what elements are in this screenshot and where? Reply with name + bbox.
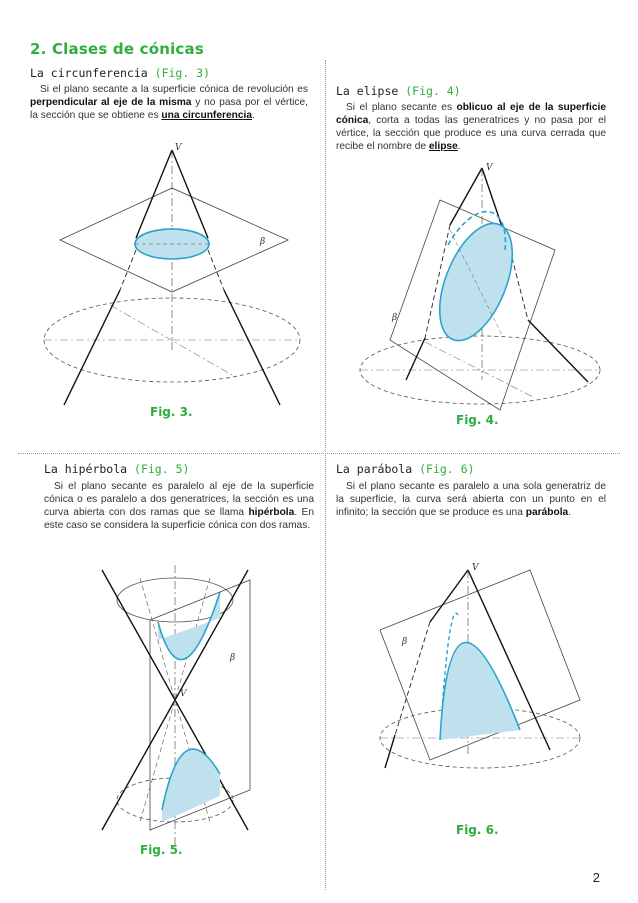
- parabola-heading: [336, 462, 475, 476]
- circ-heading-figref: (Fig. 3): [154, 66, 211, 80]
- hiperbola-bold-1: hipérbola: [248, 507, 295, 518]
- fig5-vertex-label: V: [180, 689, 187, 699]
- circ-heading: [30, 66, 210, 80]
- fig6-vertex-label: V: [472, 563, 479, 573]
- hiperbola-heading-name: La hipérbola: [44, 462, 128, 476]
- elipse-heading-name: La elipse: [336, 84, 399, 98]
- parabola-heading-name: La parábola: [336, 462, 413, 476]
- hiperbola-heading-figref: (Fig. 5): [134, 462, 190, 476]
- page-number: 2: [592, 870, 600, 885]
- fig4-plane-label: β: [392, 313, 398, 323]
- fig3-diagram: [0, 140, 320, 420]
- elipse-heading-figref: (Fig. 4): [405, 84, 461, 98]
- elipse-bold-2: elipse: [428, 141, 458, 152]
- hiperbola-text-1: Si el plano secante es paralelo al eje de la superficie cónica o es paralelo a dos generatrices, la sección es una curva abierta con dos ramas que se llama: [44, 481, 314, 518]
- fig5-label: Fig. 5.: [140, 843, 183, 857]
- circ-text-3: .: [252, 110, 255, 121]
- hiperbola-heading: [44, 462, 189, 476]
- fig6-diagram: [350, 560, 630, 820]
- elipse-text-3: .: [457, 141, 461, 152]
- fig3-label: Fig. 3.: [150, 405, 193, 419]
- page-title: 2. Clases de cónicas: [30, 40, 204, 58]
- horizontal-divider: [18, 453, 620, 454]
- elipse-heading: [336, 84, 461, 98]
- circ-heading-name: La circunferencia: [30, 66, 148, 80]
- elipse-text-1: Si el plano secante es: [346, 102, 457, 113]
- circ-bold-1: perpendicular al eje de la misma: [30, 97, 192, 108]
- parabola-bold-1: parábola: [525, 507, 569, 518]
- fig4-diagram: [330, 160, 630, 420]
- parabola-heading-figref: (Fig. 6): [419, 462, 475, 476]
- circ-bold-2: una circunferencia: [161, 110, 252, 121]
- elipse-paragraph: [336, 101, 606, 153]
- elipse-bold-1: oblicuo al eje de la superficie cónica: [336, 102, 606, 126]
- parabola-paragraph: [336, 480, 606, 519]
- fig6-label: Fig. 6.: [456, 823, 499, 837]
- fig4-vertex-label: V: [486, 163, 493, 173]
- parabola-text-2: .: [568, 507, 572, 518]
- elipse-text-2: , corta a todas las generatrices y no pasa por el vértice, la sección que produce es una curva cerrada que recibe el nombre de: [336, 115, 606, 152]
- fig5-diagram: [70, 560, 330, 850]
- fig3-vertex-label: V: [175, 143, 182, 153]
- hiperbola-text-2: . En este caso se considera la superficie cónica con dos ramas.: [44, 507, 314, 531]
- parabola-text-1: Si el plano secante es paralelo a una sola generatriz de la superficie, la curva será abierta con un punto en el infinito; la sección que se produce es una: [336, 481, 606, 518]
- fig5-plane-label: β: [230, 653, 236, 663]
- fig6-plane-label: β: [402, 637, 408, 647]
- fig3-plane-label: β: [260, 237, 266, 247]
- fig4-label: Fig. 4.: [456, 413, 499, 427]
- circ-text-1: Si el plano secante a la superficie cónica de revolución es: [40, 84, 308, 95]
- circ-paragraph: [30, 83, 308, 122]
- hiperbola-paragraph: [44, 480, 314, 532]
- circ-text-2: y no pasa por el vértice, la sección que se obtiene es: [30, 97, 308, 121]
